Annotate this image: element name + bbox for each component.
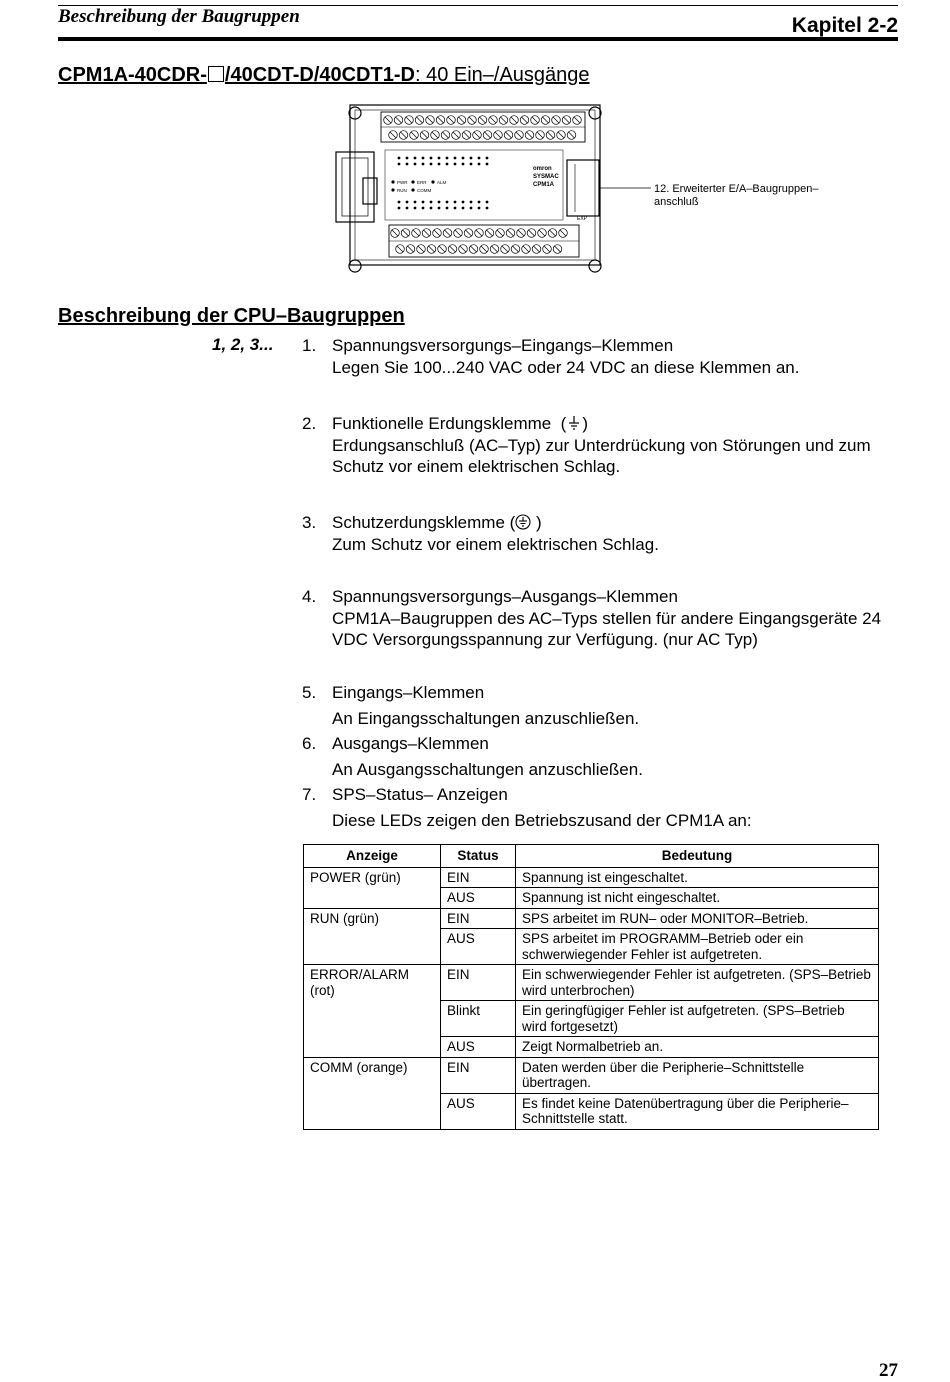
steps-label: 1, 2, 3...: [212, 335, 274, 354]
io-led-icon: [486, 163, 489, 166]
io-led-icon: [470, 201, 473, 204]
item-title: Eingangs–Klemmen: [332, 683, 485, 702]
io-led-icon: [486, 201, 489, 204]
list-item: [302, 731, 902, 782]
status-led-icon: [391, 180, 394, 183]
item-number: 4.: [302, 587, 317, 606]
io-led-icon: [398, 157, 401, 160]
device-series: SYSMAC: [533, 174, 559, 180]
led-label-run: RUN: [397, 188, 407, 193]
item-number: 1.: [302, 336, 317, 355]
protective-earth-icon: [515, 514, 531, 530]
table-row: [304, 908, 879, 929]
io-led-icon: [454, 201, 457, 204]
io-led-icon: [478, 207, 481, 210]
io-led-icon: [470, 207, 473, 210]
led-status-table: [303, 844, 879, 1130]
status-cell: AUS: [441, 888, 516, 909]
table-row: [304, 1057, 879, 1093]
io-led-icon: [414, 201, 417, 204]
placeholder-box-icon: [208, 66, 224, 82]
callout-line-2: anschluß: [654, 196, 699, 208]
status-led-icon: [411, 188, 414, 191]
list-item: [302, 335, 902, 378]
indicator-cell: [304, 1001, 441, 1037]
led-label-comm: COMM: [417, 188, 432, 193]
io-led-icon: [446, 207, 449, 210]
header-rule-thick: [58, 37, 898, 41]
list-item: 3. Schutzerdungsklemme ( ) Zum Schutz vor einem elektrischen Schlag.: [302, 512, 902, 555]
indicator-cell: RUN (grün): [304, 908, 441, 929]
item-title: Spannungsversorgungs–Ausgangs–Klemmen: [332, 587, 678, 606]
io-led-icon: [422, 207, 425, 210]
item-number: 5.: [302, 683, 317, 702]
io-led-icon: [438, 207, 441, 210]
running-header-title: Beschreibung der Baugruppen: [58, 6, 300, 27]
item-description: Erdungsanschluß (AC–Typ) zur Unterdrückung von Störungen und zum Schutz vor einem elektrischen Schlag.: [332, 435, 871, 476]
io-led-icon: [478, 201, 481, 204]
list-item: [302, 782, 902, 833]
functional-earth-icon: [566, 415, 582, 431]
list-item: [302, 586, 902, 651]
table-row: [304, 929, 879, 965]
table-row: [304, 1001, 879, 1037]
meaning-cell: Ein geringfügiger Fehler ist aufgetreten. (SPS–Betrieb wird fortgesetzt): [516, 1001, 879, 1037]
meaning-cell: Ein schwerwiegender Fehler ist aufgetreten. (SPS–Betrieb wird unterbrochen): [516, 965, 879, 1001]
io-led-icon: [414, 207, 417, 210]
io-led-icon: [486, 157, 489, 160]
io-led-icon: [462, 163, 465, 166]
column-header-status: Status: [441, 845, 516, 868]
indicator-cell: COMM (orange): [304, 1057, 441, 1093]
io-led-icon: [446, 157, 449, 160]
io-led-icon: [430, 163, 433, 166]
io-led-icon: [406, 207, 409, 210]
section-heading: Beschreibung der CPU–Baugruppen: [58, 305, 405, 327]
io-led-icon: [422, 201, 425, 204]
table-row: [304, 1093, 879, 1129]
status-cell: EIN: [441, 965, 516, 1001]
io-led-icon: [422, 157, 425, 160]
status-led-icon: [411, 180, 414, 183]
table-row: [304, 965, 879, 1001]
table-row: [304, 1037, 879, 1058]
list-item: [302, 680, 902, 731]
column-header-meaning: Bedeutung: [516, 845, 879, 868]
io-led-icon: [446, 163, 449, 166]
io-led-icon: [454, 163, 457, 166]
page-number: 27: [879, 1360, 898, 1381]
indicator-cell: [304, 929, 441, 965]
item-number: 7.: [302, 785, 317, 804]
indicator-cell: POWER (grün): [304, 867, 441, 888]
led-label-err: ERR: [417, 180, 427, 185]
meaning-cell: SPS arbeitet im PROGRAMM–Betrieb oder ein schwerwiegender Fehler ist aufgetreten.: [516, 929, 879, 965]
device-model: CPM1A: [533, 182, 555, 188]
item-description: Diese LEDs zeigen den Betriebszusand der CPM1A an:: [332, 810, 752, 830]
io-led-icon: [438, 157, 441, 160]
status-cell: AUS: [441, 929, 516, 965]
meaning-cell: Es findet keine Datenübertragung über die Peripherie–Schnittstelle statt.: [516, 1093, 879, 1129]
table-row: [304, 867, 879, 888]
io-led-icon: [430, 207, 433, 210]
table-header-row: [304, 845, 879, 868]
item-number: 2.: [302, 414, 317, 433]
io-led-icon: [462, 201, 465, 204]
io-led-icon: [406, 157, 409, 160]
status-cell: AUS: [441, 1037, 516, 1058]
io-led-icon: [462, 207, 465, 210]
io-led-icon: [478, 157, 481, 160]
item-description: Zum Schutz vor einem elektrischen Schlag.: [332, 534, 659, 554]
item-title: Schutzerdungsklemme: [332, 513, 505, 532]
io-led-icon: [454, 157, 457, 160]
model-heading-part-b: /40CDT-D/40CDT1-D: [224, 64, 415, 86]
item-title: Funktionelle Erdungsklemme: [332, 414, 552, 433]
io-led-icon: [470, 163, 473, 166]
io-led-icon: [438, 163, 441, 166]
status-cell: Blinkt: [441, 1001, 516, 1037]
table-row: [304, 888, 879, 909]
model-heading-part-a: CPM1A-40CDR-: [58, 64, 207, 86]
device-exp-label: EXP: [577, 216, 588, 222]
io-led-icon: [406, 163, 409, 166]
item-title: Ausgangs–Klemmen: [332, 734, 489, 753]
io-led-icon: [398, 207, 401, 210]
io-led-icon: [454, 207, 457, 210]
meaning-cell: Zeigt Normalbetrieb an.: [516, 1037, 879, 1058]
io-led-icon: [462, 157, 465, 160]
model-heading-suffix: : 40 Ein–/Ausgänge: [414, 64, 590, 86]
io-led-icon: [478, 163, 481, 166]
meaning-cell: Spannung ist eingeschaltet.: [516, 867, 879, 888]
io-led-icon: [414, 157, 417, 160]
meaning-cell: Daten werden über die Peripherie–Schnittstelle übertragen.: [516, 1057, 879, 1093]
io-led-icon: [430, 201, 433, 204]
status-cell: EIN: [441, 1057, 516, 1093]
item-number: 3.: [302, 513, 317, 532]
io-led-icon: [470, 157, 473, 160]
io-led-icon: [414, 163, 417, 166]
status-led-icon: [391, 188, 394, 191]
io-led-icon: [446, 201, 449, 204]
io-led-icon: [406, 201, 409, 204]
device-brand: omron: [533, 166, 552, 172]
status-cell: EIN: [441, 908, 516, 929]
item-description: An Ausgangsschaltungen anzuschließen.: [332, 759, 643, 779]
led-label-pwr: PWR: [397, 180, 408, 185]
meaning-cell: Spannung ist nicht eingeschaltet.: [516, 888, 879, 909]
item-description: An Eingangsschaltungen anzuschließen.: [332, 708, 640, 728]
io-led-icon: [398, 201, 401, 204]
item-title: SPS–Status– Anzeigen: [332, 785, 508, 804]
item-title: Spannungsversorgungs–Eingangs–Klemmen: [332, 336, 674, 355]
status-cell: EIN: [441, 867, 516, 888]
indicator-cell: [304, 1093, 441, 1129]
indicator-cell: [304, 888, 441, 909]
expansion-connector-callout: [654, 183, 819, 209]
chapter-label: Kapitel 2-2: [791, 14, 898, 37]
io-led-icon: [422, 163, 425, 166]
io-led-icon: [398, 163, 401, 166]
list-item: 2. Funktionelle Erdungsklemme ( ) Erdungsanschluß (AC–Typ) zur Unterdrückung von Störungen und zum Schutz vor einem elektrischen Schlag.: [302, 413, 902, 478]
meaning-cell: SPS arbeitet im RUN– oder MONITOR–Betrieb.: [516, 908, 879, 929]
io-led-icon: [430, 157, 433, 160]
status-cell: AUS: [441, 1093, 516, 1129]
io-led-icon: [438, 201, 441, 204]
model-heading: [58, 64, 590, 87]
cpu-unit-drawing: [333, 100, 651, 276]
column-header-indicator: Anzeige: [304, 845, 441, 868]
led-label-alm: ALM: [437, 180, 447, 185]
callout-line-1: 12. Erweiterter E/A–Baugruppen–: [654, 183, 819, 195]
item-description: Legen Sie 100...240 VAC oder 24 VDC an diese Klemmen an.: [332, 357, 800, 377]
indicator-cell: [304, 1037, 441, 1058]
status-led-icon: [431, 180, 434, 183]
item-description: CPM1A–Baugruppen des AC–Typs stellen für andere Eingangsgeräte 24 VDC Versorgungsspannung zur Verfügung. (nur AC Typ): [332, 608, 882, 649]
io-led-icon: [486, 207, 489, 210]
indicator-cell: ERROR/ALARM (rot): [304, 965, 441, 1001]
item-number: 6.: [302, 734, 317, 753]
